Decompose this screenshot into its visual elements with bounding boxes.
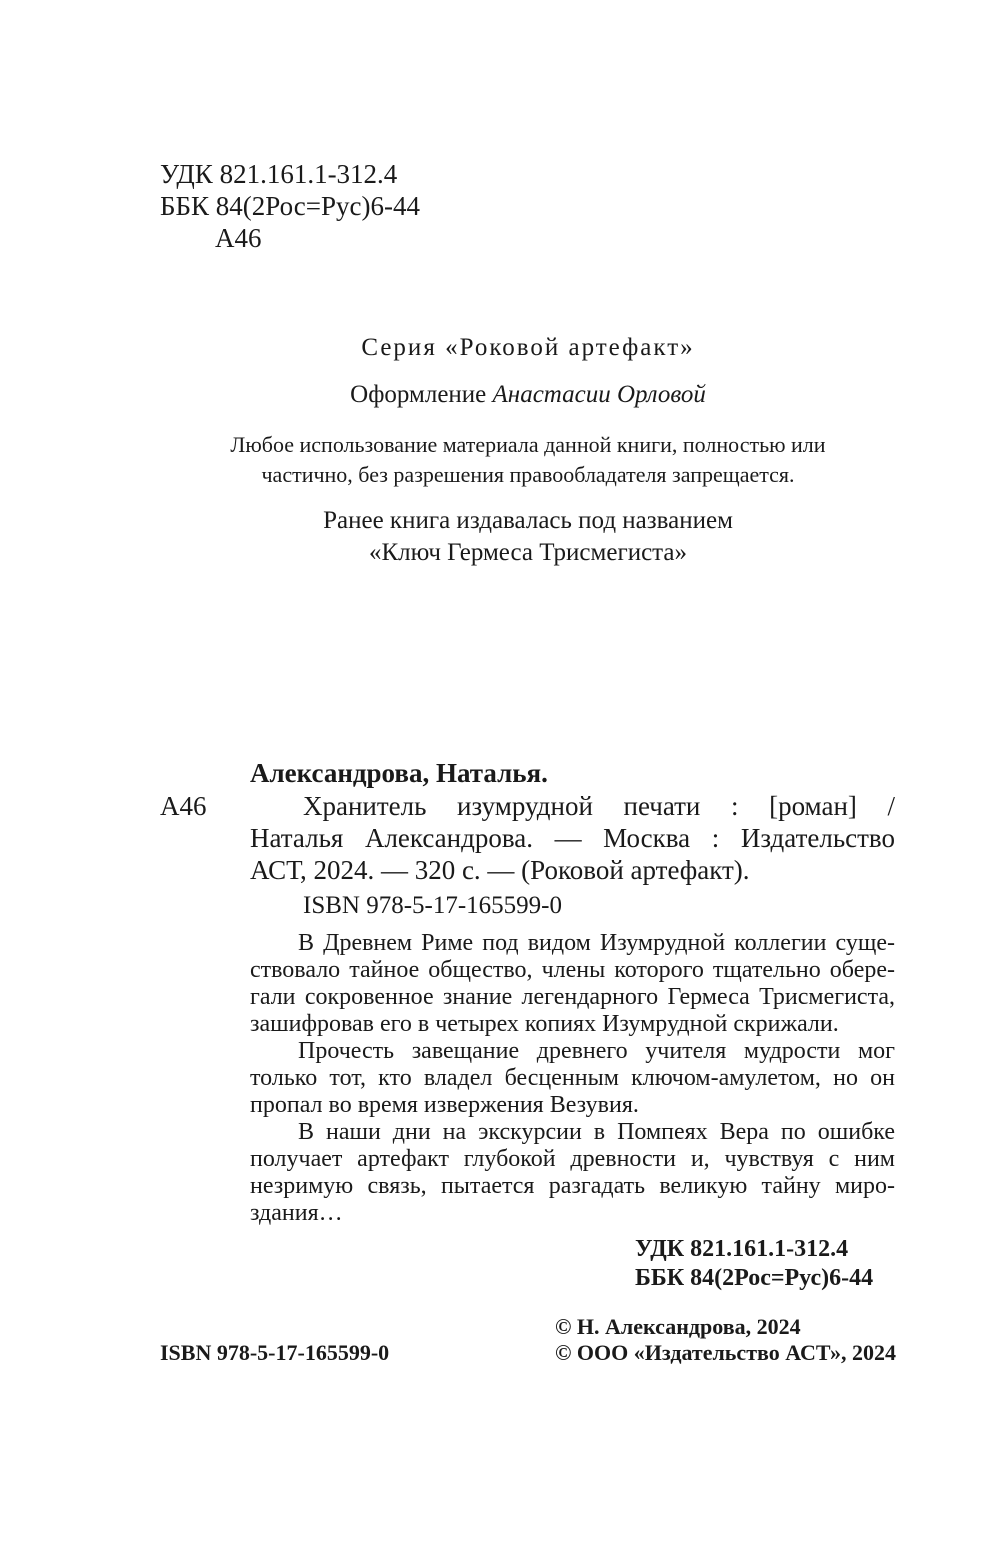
design-name: Анастасии Орловой <box>492 381 706 408</box>
annotation-line-3: гали сокровенное знание легендарного Гермеса Трисмегиста, <box>250 984 895 1010</box>
catalog-title-line-1: Хранитель изумрудной печати : [роман] / <box>303 791 895 821</box>
bottom-udk: УДК 821.161.1-312.4 <box>635 1236 849 1262</box>
copyright-author: © Н. Александрова, 2024 <box>555 1314 801 1339</box>
annotation-line-4: зашифровав его в четырех копиях Изумрудной скрижали. <box>250 1011 839 1037</box>
copyright-notice-line-1: Любое использование материала данной книги, полностью или <box>230 432 826 457</box>
catalog-title-line-3: АСТ, 2024. — 320 с. — (Роковой артефакт). <box>250 855 750 885</box>
annotation-line-11: здания… <box>250 1200 343 1226</box>
previous-title-line-2: «Ключ Гермеса Трисмегиста» <box>368 539 688 566</box>
bottom-bbk: ББК 84(2Рос=Рус)6-44 <box>635 1265 874 1291</box>
top-udk: УДК 821.161.1-312.4 <box>160 159 398 189</box>
catalog-author-mark: А46 <box>160 791 207 821</box>
design-credit <box>0 380 1000 410</box>
annotation-line-9: получает артефакт глубокой древности и, чувствуя с ним <box>250 1146 895 1172</box>
series-line: Серия «Роковой артефакт» <box>361 334 695 361</box>
annotation-line-8: В наши дни на экскурсии в Помпеях Вера по ошибке <box>298 1119 895 1145</box>
annotation-line-2: ствовало тайное общество, члены которого тщательно обере- <box>250 957 895 983</box>
top-author-mark: А46 <box>215 223 262 253</box>
catalog-title-line-2: Наталья Александрова. — Москва : Издательство <box>250 823 895 853</box>
previous-title-line-1: Ранее книга издавалась под названием <box>323 507 733 534</box>
top-bbk: ББК 84(2Рос=Рус)6-44 <box>160 191 420 221</box>
annotation-line-5: Прочесть завещание древнего учителя мудрости мог <box>298 1038 895 1064</box>
copyright-publisher: © ООО «Издательство АСТ», 2024 <box>555 1340 897 1365</box>
catalog-author-heading: Александрова, Наталья. <box>250 758 548 788</box>
copyright-notice-line-2: частично, без разрешения правообладателя запрещается. <box>261 462 795 487</box>
annotation-line-10: незримую связь, пытается разгадать великую тайну миро- <box>250 1173 895 1199</box>
footer-isbn: ISBN 978-5-17-165599-0 <box>160 1340 390 1365</box>
catalog-isbn: ISBN 978-5-17-165599-0 <box>303 892 563 919</box>
annotation-line-1: В Древнем Риме под видом Изумрудной коллегии суще- <box>298 930 895 956</box>
annotation-line-6: только тот, кто владел бесценным ключом-амулетом, но он <box>250 1065 895 1091</box>
design-label: Оформление <box>350 381 487 408</box>
annotation-line-7: пропал во время извержения Везувия. <box>250 1092 639 1118</box>
